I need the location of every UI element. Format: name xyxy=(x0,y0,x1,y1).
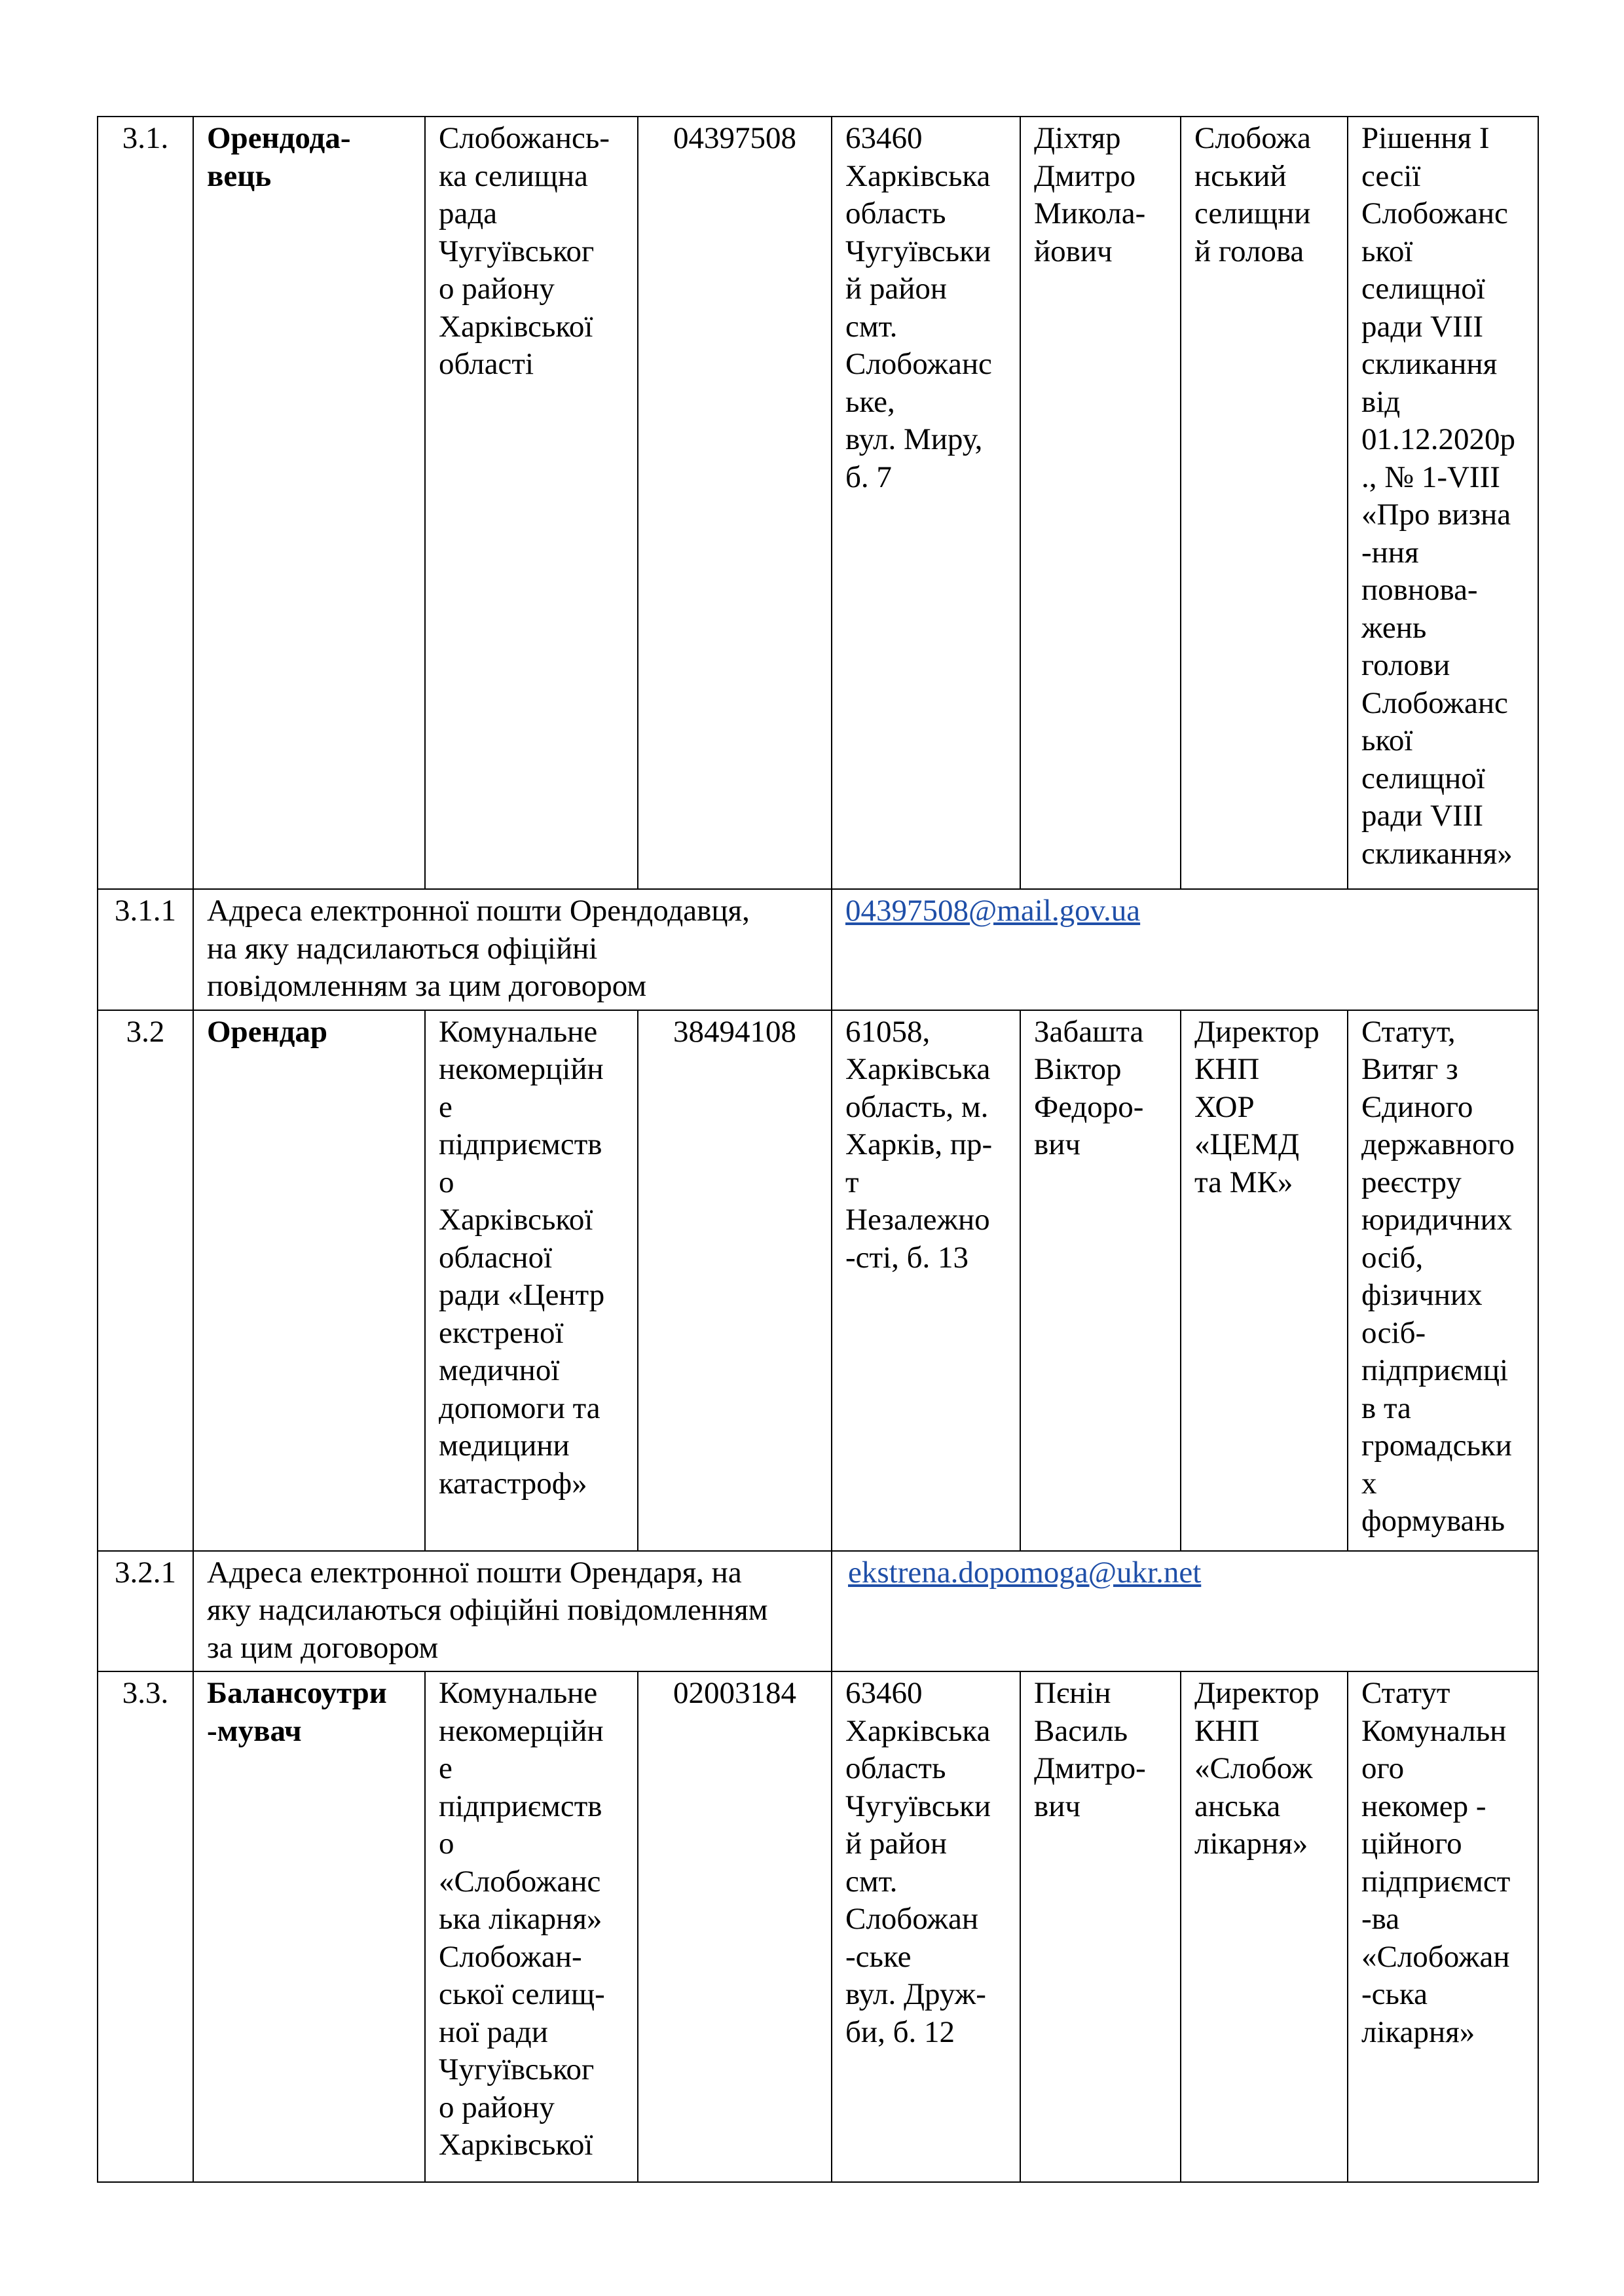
party-basis: Статут, Витяг з Єдиного державного реєстру юридичних осіб, фізичних осіб- підприємці в та громадськи х формувань xyxy=(1348,1010,1538,1551)
party-basis: Рішення І сесії Слобожанс ької селищної ради VIII скликання від 01.12.2020р ., № 1-VIII «Про визна -ння повнова- жень голови Слобожанс ької селищної ради VIII скликання» xyxy=(1348,117,1538,889)
party-role: Орендар xyxy=(193,1010,425,1551)
table-row xyxy=(98,1671,1538,2182)
email-cell xyxy=(832,1551,1538,1672)
table-row xyxy=(98,1551,1538,1672)
party-role: Балансоутри -мувач xyxy=(193,1671,425,2182)
email-cell xyxy=(832,889,1538,1010)
email-label: Адреса електронної пошти Орендодавця, на яку надсилаються офіційні повідомленням за цим договором xyxy=(193,889,832,1010)
row-number: 3.1.1 xyxy=(98,889,193,1010)
party-person: Діхтяр Дмитро Микола- йович xyxy=(1020,117,1181,889)
party-name: Комунальне некомерційн е підприємств о «Слобожанс ька лікарня» Слобожан- ської селищ- ної ради Чугуївськог о району Харківської xyxy=(425,1671,638,2182)
row-number: 3.3. xyxy=(98,1671,193,2182)
party-role: Орендода- вець xyxy=(193,117,425,889)
email-link[interactable]: ekstrena.dopomoga@ukr.net xyxy=(848,1555,1202,1590)
table-row xyxy=(98,889,1538,1010)
table-row xyxy=(98,1010,1538,1551)
email-link[interactable]: 04397508@mail.gov.ua xyxy=(845,894,1141,928)
parties-table xyxy=(97,116,1539,2183)
table-row xyxy=(98,117,1538,889)
email-label: Адреса електронної пошти Орендаря, на яку надсилаються офіційні повідомленням за цим договором xyxy=(193,1551,832,1672)
party-person: Пєнін Василь Дмитро- вич xyxy=(1020,1671,1181,2182)
party-code: 04397508 xyxy=(638,117,832,889)
party-address: 61058, Харківська область, м. Харків, пр- т Незалежно -сті, б. 13 xyxy=(832,1010,1020,1551)
row-number: 3.1. xyxy=(98,117,193,889)
party-position: Директор КНП «Слобож анська лікарня» xyxy=(1181,1671,1348,2182)
party-code: 38494108 xyxy=(638,1010,832,1551)
party-basis: Статут Комунальн ого некомер - ційного підприємст -ва «Слобожан -ська лікарня» xyxy=(1348,1671,1538,2182)
row-number: 3.2.1 xyxy=(98,1551,193,1672)
party-name: Слобожансь- ка селищна рада Чугуївськог о району Харківської області xyxy=(425,117,638,889)
row-number: 3.2 xyxy=(98,1010,193,1551)
party-address: 63460 Харківська область Чугуївськи й район смт. Слобожан -ське вул. Друж- би, б. 12 xyxy=(832,1671,1020,2182)
party-person: Забашта Віктор Федоро- вич xyxy=(1020,1010,1181,1551)
party-name: Комунальне некомерційн е підприємств о Харківської обласної ради «Центр екстреної медичної допомоги та медицини катастроф» xyxy=(425,1010,638,1551)
party-position: Слобожа нський селищни й голова xyxy=(1181,117,1348,889)
party-position: Директор КНП ХОР «ЦЕМД та МК» xyxy=(1181,1010,1348,1551)
party-address: 63460 Харківська область Чугуївськи й район смт. Слобожанс ьке, вул. Миру, б. 7 xyxy=(832,117,1020,889)
party-code: 02003184 xyxy=(638,1671,832,2182)
